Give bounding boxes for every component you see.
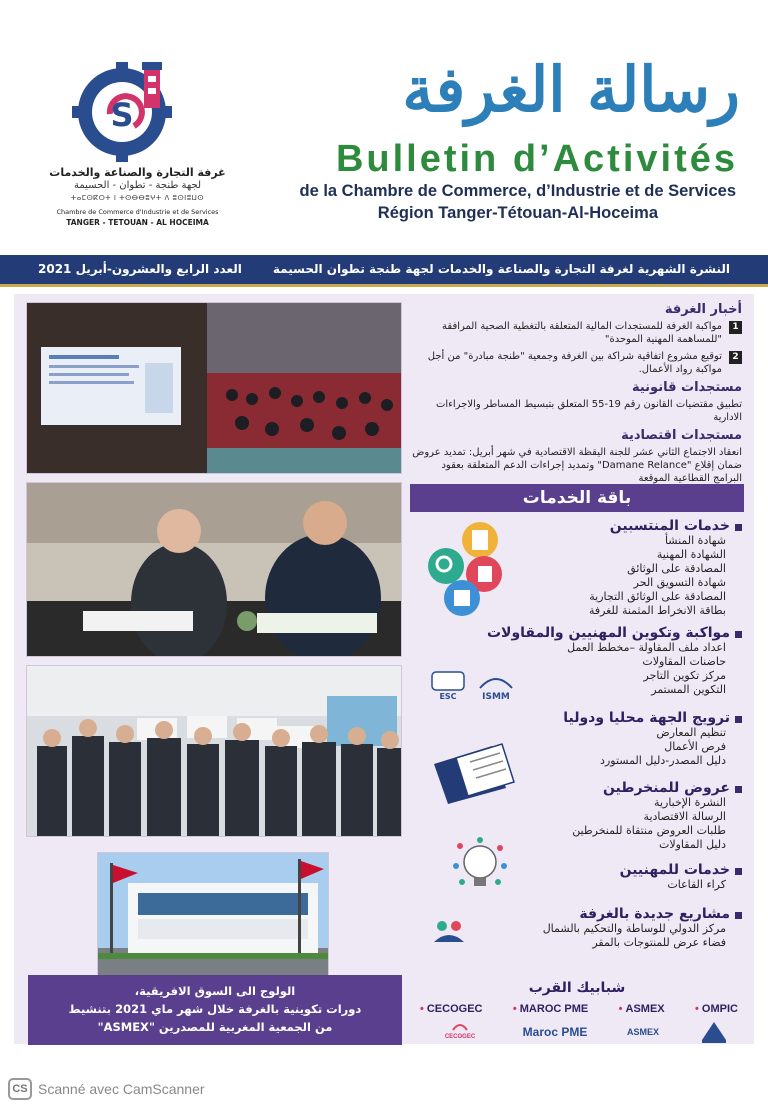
cecogec-logo [440,1020,480,1044]
services-header: باقة الخدمات [410,484,744,512]
mediation-center-logo-icon [432,918,466,948]
partners-title: شبابيك القرب [528,980,626,996]
economic-updates-title: مستجدات اقتصادية [621,428,742,443]
service-item: كراء القاعات [667,878,726,891]
service-item: فرص الأعمال [664,740,726,753]
title-french: Bulletin d’Activités [335,138,738,180]
news-item [412,320,742,346]
legal-updates-title: مستجدات قانونية [631,380,742,395]
cecogec-logo-label: CECOGEC [444,1034,476,1040]
title-arabic: رسالة الغرفة [402,53,740,126]
partner-name: OMPIC [701,1003,738,1015]
photo-agreement-signing [26,482,402,657]
bulletin-description: النشرة الشهرية لغرفة التجارة والصناعة والخدمات لجهة طنجة تطوان الحسيمة [272,262,730,276]
subtitle-line2: Région Tanger-Tétouan-Al-Hoceima [377,204,658,222]
partner-item: • OMPIC [695,1003,738,1015]
school-logos [428,668,518,714]
service-item: المصادقة على الوثائق [627,562,726,575]
partner-name: ASMEX [625,1003,665,1015]
chamber-emblem-icon [70,54,180,164]
service-item: تنظيم المعارض [656,726,726,739]
partner-name: MAROC PME [519,1003,589,1015]
photo-group-certificates [26,665,402,837]
service-item: اعداد ملف المقاولة –مخطط العمل [567,641,726,654]
service-item: مركز تكوين التاجر [643,669,726,682]
service-item: طلبات العروض منتقاة للمنخرطين [572,824,726,837]
service-group-title: عروض للمنخرطين [412,780,742,796]
chamber-logo [40,48,235,238]
camscanner-badge: CS [8,1078,32,1100]
marocpme-logo: Maroc PME [522,1025,588,1039]
document-pen-icon [430,742,522,804]
issue-band [0,255,768,287]
news-section-title: أخبار الغرفة [664,302,742,317]
news-item-text: توقيع مشروع اتفاقية شراكة بين الغرفة وجمعية "طنجة مبادرة" من أجل مواكبة رواد الأعمال. [427,351,722,375]
service-item: فضاء عرض للمنتوجات بالمقر [592,936,726,949]
service-item: بطاقة الانخراط المثمنة للغرفة [588,604,726,617]
legal-updates-text: تطبيق مقتضيات القانون رقم 19-55 المتعلق بتبسيط المساطر والاجراءات الادارية [435,399,742,423]
news-section [412,302,742,489]
caption-line2: دورات تكوينية بالغرفة خلال شهر ماي 2021 بتنشيط [68,1002,362,1016]
subtitle-line1: de la Chambre de Commerce, d’Industrie et de Services [299,182,736,200]
news-item-number: 1 [729,321,742,334]
service-item: شهادة التسويق الحر [633,576,726,589]
service-item: مركز الدولي للوساطة والتحكيم بالشمال [542,922,726,935]
service-item: الرسالة الاقتصادية [643,810,726,823]
service-item: الشهادة المهنية [656,548,726,561]
economic-updates-text: انعقاد الاجتماع الثاني عشر للجنة اليقظة الاقتصادية في شهر أبريل: تمديد عروض ضمان إقلاع "Damane Relance" وتمديد إجراءات الدعم المتعلقة بعقود البرامج القطاعية الموقعة [412,447,742,484]
svg-text:S: S [110,96,134,134]
lightbulb-icon [450,836,510,896]
partners-list [420,1003,738,1015]
partner-item: • ASMEX [618,1003,665,1015]
issue-number: العدد الرابع والعشرون-أبريل 2021 [38,262,242,276]
service-item: التكوين المستمر [651,683,726,696]
service-group-title: خدمات للمهنيين [412,862,742,878]
service-group-title: مشاريع جديدة بالغرفة [412,906,742,922]
service-item: حاضنات المقاولات [642,655,726,668]
service-group-title: مواكبة وتكوين المهنيين والمقاولات [412,625,742,641]
partner-name: CECOGEC [426,1003,483,1015]
service-item: النشرة الإخبارية [654,796,726,809]
service-group-title: خدمات المنتسبين [412,518,742,534]
news-item [412,350,742,376]
service-group-title: ترويج الجهة محليا ودوليا [412,710,742,726]
cecogec-logo-icon [451,1020,469,1032]
ismm-logo-label: ISMM [482,692,510,702]
service-item: دليل المصدر-دليل المستورد [600,754,726,767]
logo-french-line: Chambre de Commerce d'Industrie et de Services [56,208,219,216]
news-item-text: مواكبة الغرفة للمستجدات المالية المتعلقة بالتغطية الصحية المرافقة "للمساهمة المهنية الموحدة" [442,321,722,345]
photo-chamber-building [97,852,329,982]
scanner-text: Scanné avec CamScanner [38,1081,205,1097]
logo-tifinagh-line: ⵜⴰⵎⵙⴽⵔⵜ ⵏ ⵜⵙⴱⴱⵓⵖⵜ ⴷ ⵓⵙⵏⵓⵡⵙ [70,194,205,202]
partner-item: • CECOGEC [420,1003,483,1015]
caption-line3: من الجمعية المغربية للمصدرين "ASMEX" [97,1020,333,1034]
logo-city-line: TANGER - TETOUAN - AL HOCEIMA [66,218,209,227]
service-item: المصادقة على الوثائق التجارية [589,590,726,603]
asmex-logo: ASMEX [626,1027,659,1037]
documents-illustration-icon [424,518,508,618]
logo-arabic-line1: غرفة التجارة والصناعة والخدمات [49,166,226,179]
photo-caption [28,975,402,1045]
caption-line1: الولوج الى السوق الافريقية، [134,984,296,998]
photo-conference-room [26,302,402,474]
partner-item: • MAROC PME [512,1003,589,1015]
scanner-watermark [8,1076,205,1102]
service-item: دليل المقاولات [658,838,726,851]
ompic-logo-icon [700,1020,728,1044]
service-item: شهادة المنشأ [664,534,726,547]
esc-logo-icon [428,668,468,708]
news-item-number: 2 [729,351,742,364]
logo-arabic-line2: لجهة طنجة - تطوان - الحسيمة [73,180,201,191]
esc-logo-label: ESC [439,692,457,701]
